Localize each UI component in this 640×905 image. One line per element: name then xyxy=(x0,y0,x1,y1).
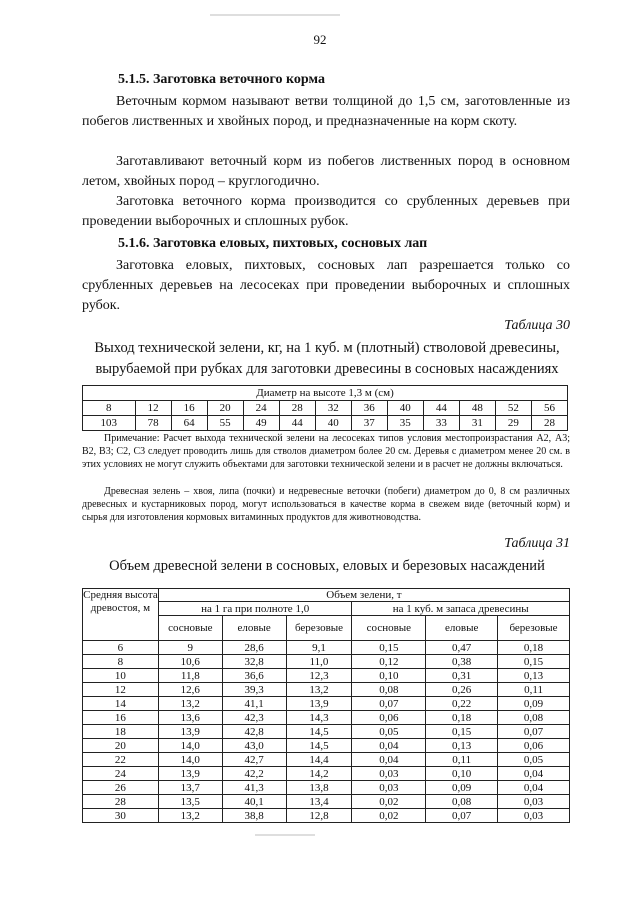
table31-species-header: березовые xyxy=(286,616,352,641)
table-row xyxy=(83,641,570,655)
table-row xyxy=(83,683,570,697)
table31-height-cell: 8 xyxy=(83,655,159,669)
table31-value-cell: 14,3 xyxy=(286,711,352,725)
table31-value-cell: 32,8 xyxy=(222,655,286,669)
table31-value-cell: 0,31 xyxy=(426,669,498,683)
table31-height-cell: 6 xyxy=(83,641,159,655)
table31-value-cell: 0,13 xyxy=(498,669,570,683)
table31-value-cell: 0,06 xyxy=(498,739,570,753)
table30-yield-cell: 31 xyxy=(459,416,495,431)
table31-header-row xyxy=(83,589,570,602)
table31-height-cell: 26 xyxy=(83,781,159,795)
table31-value-cell: 12,6 xyxy=(158,683,222,697)
section-516-paragraph: Заготовка еловых, пихтовых, сосновых лап разрешается только со срубленных деревьев на лесосеках при проведении выборочных и сплошных рубок. xyxy=(82,258,570,313)
table30-yield-cell: 29 xyxy=(495,416,531,431)
table31-value-cell: 12,8 xyxy=(286,809,352,823)
table-row xyxy=(83,669,570,683)
table31-value-cell: 13,9 xyxy=(158,725,222,739)
table30-yield-row xyxy=(83,416,568,431)
table31-value-cell: 0,12 xyxy=(352,655,426,669)
table31-value-cell: 13,4 xyxy=(286,795,352,809)
table31-species-header: сосновые xyxy=(352,616,426,641)
table31-value-cell: 0,07 xyxy=(352,697,426,711)
table31-value-cell: 0,03 xyxy=(352,781,426,795)
table-row xyxy=(83,697,570,711)
table31-value-cell: 0,15 xyxy=(498,655,570,669)
table30-note-greenery: Древесная зелень – хвоя, липа (почки) и недревесные веточки (побеги) диаметром до 0, 8 см различных древесных и кустарниковых пород, могут использоваться в качестве корма в свежем виде (веточный корм) и сырья для изготовления кормовых витаминных продуктов для животноводства. xyxy=(82,486,570,523)
table31-value-cell: 0,11 xyxy=(426,753,498,767)
table31-value-cell: 13,8 xyxy=(286,781,352,795)
table31-value-cell: 13,2 xyxy=(286,683,352,697)
table31-value-cell: 0,02 xyxy=(352,795,426,809)
table-row xyxy=(83,753,570,767)
table30-diameter-cell: 52 xyxy=(495,401,531,416)
table30-yield-cell: 44 xyxy=(279,416,315,431)
table31-value-cell: 14,2 xyxy=(286,767,352,781)
table31-value-cell: 42,2 xyxy=(222,767,286,781)
table31-value-cell: 0,07 xyxy=(426,809,498,823)
table31-value-cell: 0,08 xyxy=(498,711,570,725)
table31-value-cell: 10,6 xyxy=(158,655,222,669)
table31-value-cell: 0,07 xyxy=(498,725,570,739)
table31-value-cell: 11,8 xyxy=(158,669,222,683)
table-row xyxy=(83,781,570,795)
table30-diameter-cell: 24 xyxy=(243,401,279,416)
table30-header-row xyxy=(83,386,568,401)
table31-value-cell: 0,18 xyxy=(498,641,570,655)
table30-label: Таблица 30 xyxy=(504,318,570,333)
section-515-paragraph-3: Заготовка веточного корма производится со срубленных деревьев при проведении выборочных и сплошных рубок. xyxy=(82,194,570,229)
table31-group-per-ha: на 1 га при полноте 1,0 xyxy=(158,602,352,616)
table30-yield-cell: 49 xyxy=(243,416,279,431)
table31-value-cell: 0,09 xyxy=(426,781,498,795)
table30-diameter-cell: 56 xyxy=(531,401,567,416)
table30 xyxy=(82,385,568,431)
table31-body xyxy=(83,641,570,823)
scan-smudge xyxy=(210,14,340,16)
table30-note: Примечание: Расчет выхода технической зелени на лесосеках типов условия местопроизрастания А2, А3; В2, В3; С2, С3 следует проводить лишь для стволов диаметром более 20 см. Деревья с диаметром менее 20 см. в этих условиях не могут служить объектами для заготовки технической зелени и в расчет не должны включаться. xyxy=(82,433,570,470)
table30-diameter-cell: 44 xyxy=(423,401,459,416)
table31-height-cell: 12 xyxy=(83,683,159,697)
table31 xyxy=(82,588,570,823)
table31-value-cell: 0,15 xyxy=(352,641,426,655)
table-row xyxy=(83,711,570,725)
table31-value-cell: 0,15 xyxy=(426,725,498,739)
table31-value-cell: 9 xyxy=(158,641,222,655)
table-row xyxy=(83,809,570,823)
table31-value-cell: 0,08 xyxy=(426,795,498,809)
table31-value-cell: 0,03 xyxy=(498,809,570,823)
table30-header: Диаметр на высоте 1,3 м (см) xyxy=(83,386,568,401)
table-row xyxy=(83,795,570,809)
table31-value-cell: 41,1 xyxy=(222,697,286,711)
table31-value-cell: 0,13 xyxy=(426,739,498,753)
table31-value-cell: 42,3 xyxy=(222,711,286,725)
table31-value-cell: 28,6 xyxy=(222,641,286,655)
table31-value-cell: 0,02 xyxy=(352,809,426,823)
table31-value-cell: 13,7 xyxy=(158,781,222,795)
table31-value-cell: 43,0 xyxy=(222,739,286,753)
table31-value-cell: 9,1 xyxy=(286,641,352,655)
table30-diameter-cell: 40 xyxy=(387,401,423,416)
table31-value-cell: 0,05 xyxy=(352,725,426,739)
table30-yield-cell: 78 xyxy=(135,416,171,431)
table31-height-cell: 24 xyxy=(83,767,159,781)
table31-value-cell: 0,09 xyxy=(498,697,570,711)
table31-value-cell: 0,03 xyxy=(498,795,570,809)
table30-diameter-cell: 28 xyxy=(279,401,315,416)
table31-value-cell: 0,04 xyxy=(352,753,426,767)
table31-value-cell: 41,3 xyxy=(222,781,286,795)
table31-value-cell: 0,05 xyxy=(498,753,570,767)
scan-smudge xyxy=(255,834,315,836)
table31-value-cell: 42,7 xyxy=(222,753,286,767)
table31-value-cell: 40,1 xyxy=(222,795,286,809)
table31-value-cell: 0,26 xyxy=(426,683,498,697)
section-515-heading: 5.1.5. Заготовка веточного корма xyxy=(118,72,325,87)
table-row xyxy=(83,655,570,669)
table31-species-header: еловые xyxy=(426,616,498,641)
table31-value-cell: 0,11 xyxy=(498,683,570,697)
section-515-paragraph-1: Веточным кормом называют ветви толщиной до 1,5 см, заготовленные из побегов лиственных и хвойных пород, и предназначенные на корм скоту. xyxy=(82,94,570,129)
table31-value-cell: 0,18 xyxy=(426,711,498,725)
table31-value-cell: 0,47 xyxy=(426,641,498,655)
table31-volume-header: Объем зелени, т xyxy=(158,589,569,602)
table31-height-cell: 16 xyxy=(83,711,159,725)
table30-yield-cell: 37 xyxy=(351,416,387,431)
section-515-paragraph-2: Заготавливают веточный корм из побегов лиственных пород в основном летом, хвойных пород – круглогодично. xyxy=(82,154,570,189)
table-row xyxy=(83,725,570,739)
table31-value-cell: 0,10 xyxy=(426,767,498,781)
table30-diameter-cell: 48 xyxy=(459,401,495,416)
table31-value-cell: 0,04 xyxy=(498,767,570,781)
table31-value-cell: 36,6 xyxy=(222,669,286,683)
table31-species-header: березовые xyxy=(498,616,570,641)
table31-value-cell: 0,04 xyxy=(498,781,570,795)
section-516-heading: 5.1.6. Заготовка еловых, пихтовых, сосновых лап xyxy=(118,236,428,251)
table31-value-cell: 14,5 xyxy=(286,725,352,739)
table30-yield-cell: 40 xyxy=(315,416,351,431)
table30-yield-cell: 55 xyxy=(207,416,243,431)
table31-value-cell: 0,04 xyxy=(352,739,426,753)
table31-height-cell: 28 xyxy=(83,795,159,809)
table30-yield-cell: 64 xyxy=(171,416,207,431)
table31-value-cell: 0,08 xyxy=(352,683,426,697)
table30-diameter-cell: 12 xyxy=(135,401,171,416)
table30-yield-cell: 103 xyxy=(83,416,136,431)
table31-value-cell: 38,8 xyxy=(222,809,286,823)
table31-value-cell: 13,6 xyxy=(158,711,222,725)
page-number: 92 xyxy=(313,32,327,47)
table31-species-header: сосновые xyxy=(158,616,222,641)
table31-value-cell: 14,0 xyxy=(158,753,222,767)
table-row xyxy=(83,739,570,753)
table31-value-cell: 0,38 xyxy=(426,655,498,669)
table30-yield-cell: 35 xyxy=(387,416,423,431)
table31-value-cell: 13,2 xyxy=(158,697,222,711)
table31-value-cell: 13,2 xyxy=(158,809,222,823)
table31-value-cell: 14,4 xyxy=(286,753,352,767)
table31-height-header: Средняя высота древостоя, м xyxy=(83,589,159,641)
table31-value-cell: 0,22 xyxy=(426,697,498,711)
table30-diameter-row xyxy=(83,401,568,416)
table31-height-cell: 18 xyxy=(83,725,159,739)
table30-yield-cell: 28 xyxy=(531,416,567,431)
table30-diameter-cell: 16 xyxy=(171,401,207,416)
table31-group-per-m3: на 1 куб. м запаса древесины xyxy=(352,602,570,616)
table31-species-header: еловые xyxy=(222,616,286,641)
table30-diameter-cell: 8 xyxy=(83,401,136,416)
table31-value-cell: 0,03 xyxy=(352,767,426,781)
table31-height-cell: 20 xyxy=(83,739,159,753)
table30-diameter-cell: 20 xyxy=(207,401,243,416)
table31-value-cell: 0,06 xyxy=(352,711,426,725)
table31-title: Объем древесной зелени в сосновых, еловых и березовых насаждений xyxy=(109,558,545,574)
table30-diameter-cell: 36 xyxy=(351,401,387,416)
table31-value-cell: 14,5 xyxy=(286,739,352,753)
table30-title: Выход технической зелени, кг, на 1 куб. м (плотный) стволовой древесины, вырубаемой при рубках для заготовки древесины в сосновых насаждениях xyxy=(94,340,560,377)
table31-value-cell: 42,8 xyxy=(222,725,286,739)
table31-value-cell: 11,0 xyxy=(286,655,352,669)
table31-height-cell: 14 xyxy=(83,697,159,711)
table31-value-cell: 13,9 xyxy=(158,767,222,781)
table31-value-cell: 13,9 xyxy=(286,697,352,711)
table31-value-cell: 12,3 xyxy=(286,669,352,683)
table31-value-cell: 13,5 xyxy=(158,795,222,809)
table31-label: Таблица 31 xyxy=(504,536,570,551)
table31-height-cell: 10 xyxy=(83,669,159,683)
table30-diameter-cell: 32 xyxy=(315,401,351,416)
table31-value-cell: 0,10 xyxy=(352,669,426,683)
table31-height-cell: 22 xyxy=(83,753,159,767)
table30-yield-cell: 33 xyxy=(423,416,459,431)
table31-value-cell: 39,3 xyxy=(222,683,286,697)
table31-height-cell: 30 xyxy=(83,809,159,823)
table-row xyxy=(83,767,570,781)
table31-value-cell: 14,0 xyxy=(158,739,222,753)
